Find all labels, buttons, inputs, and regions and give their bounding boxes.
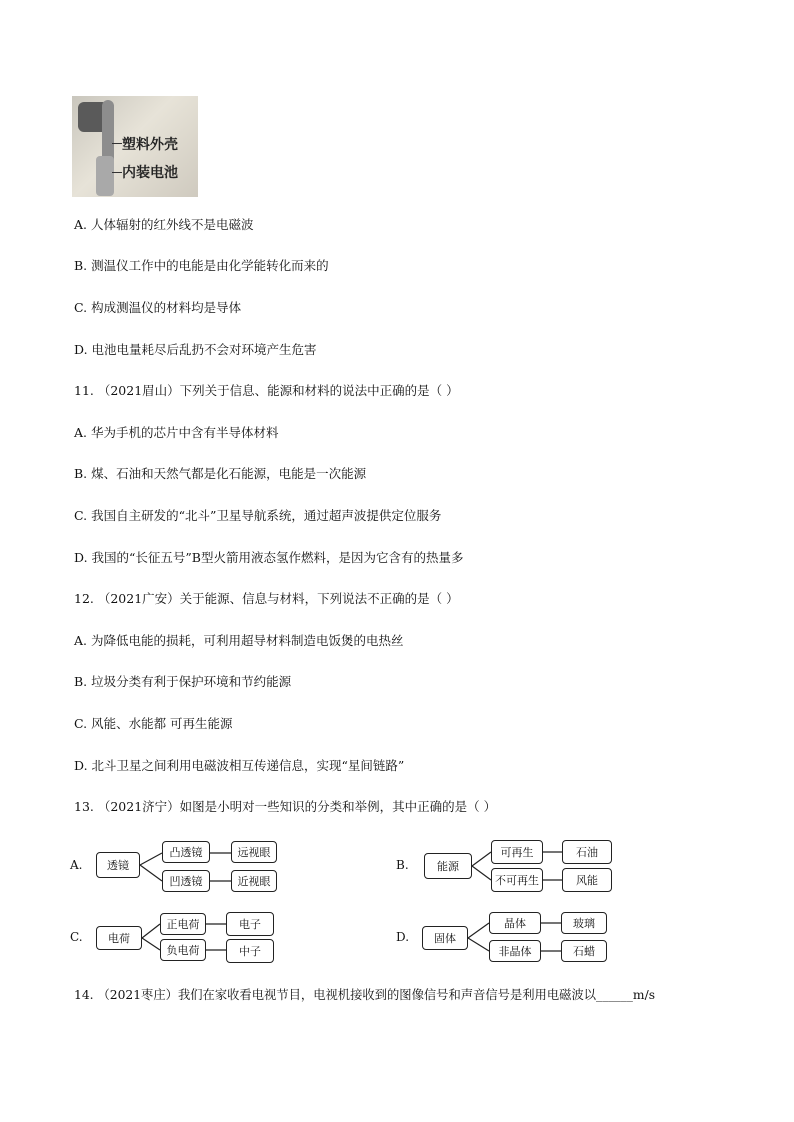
diagram-leaf-box: 电子	[226, 912, 274, 936]
q10-option-b: B. 测温仪工作中的电能是由化学能转化而来的	[74, 258, 329, 273]
option-letter: B.	[396, 858, 409, 872]
diagram-leaf-box: 近视眼	[231, 870, 277, 892]
q12-option-c: C. 风能、水能都 可再生能源	[74, 716, 233, 731]
q10-option-d: D. 电池电量耗尽后乱扔不会对环境产生危害	[74, 342, 317, 357]
shell-label: 塑料外壳	[122, 137, 178, 153]
thermometer-grip	[96, 156, 114, 196]
thermometer-photo	[72, 96, 198, 197]
diagram-leaf-box: 石蜡	[561, 940, 607, 962]
diagram-mid-box: 正电荷	[160, 913, 206, 935]
diagram-root-box: 透镜	[96, 852, 140, 878]
diagram-leaf-box: 中子	[226, 939, 274, 963]
diagram-mid-box: 晶体	[489, 912, 541, 934]
q11-option-a: A. 华为手机的芯片中含有半导体材料	[74, 425, 279, 440]
option-letter: D.	[396, 930, 410, 944]
option-letter: C.	[70, 930, 83, 944]
diagram-mid-box: 负电荷	[160, 939, 206, 961]
q13-stem: 13. （2021济宁）如图是小明对一些知识的分类和举例，其中正确的是（ ）	[74, 799, 497, 814]
q12-stem: 12. （2021广安）关于能源、信息与材料，下列说法不正确的是（ ）	[74, 591, 459, 606]
q10-option-c: C. 构成测温仪的材料均是导体	[74, 300, 242, 315]
battery-label: 内装电池	[122, 165, 178, 181]
q11-stem: 11. （2021眉山）下列关于信息、能源和材料的说法中正确的是（ ）	[74, 383, 459, 398]
diagram-mid-box: 非晶体	[489, 940, 541, 962]
diagram-root-box: 电荷	[96, 926, 142, 950]
q12-option-b: B. 垃圾分类有利于保护环境和节约能源	[74, 674, 292, 689]
diagram-mid-box: 凹透镜	[162, 870, 210, 892]
diagram-root-box: 固体	[422, 926, 468, 950]
q11-option-c: C. 我国自主研发的“北斗”卫星导航系统，通过超声波提供定位服务	[74, 508, 442, 523]
q12-option-d: D. 北斗卫星之间利用电磁波相互传递信息，实现“星间链路”	[74, 758, 405, 773]
diagram-root-box: 能源	[424, 853, 472, 879]
diagram-mid-box: 可再生	[491, 840, 543, 864]
diagram-leaf-box: 风能	[562, 868, 612, 892]
diagram-leaf-box: 远视眼	[231, 841, 277, 863]
q10-option-a: A. 人体辐射的红外线不是电磁波	[74, 217, 254, 232]
q13-diagram-b	[396, 838, 626, 898]
shell-leader-line	[112, 143, 122, 144]
q14-stem: 14. （2021枣庄）我们在家收看电视节目，电视机接收到的图像信号和声音信号是利用电磁波以______m/s	[74, 988, 656, 1002]
option-letter: A.	[70, 858, 83, 872]
q11-option-b: B. 煤、石油和天然气都是化石能源，电能是一次能源	[74, 466, 367, 481]
diagram-mid-box: 凸透镜	[162, 841, 210, 863]
battery-leader-line	[112, 172, 122, 173]
q13-diagram-a	[70, 838, 290, 898]
q11-option-d: D. 我国的“长征五号”B型火箭用液态氢作燃料，是因为它含有的热量多	[74, 550, 464, 565]
q13-diagram-c	[70, 908, 290, 968]
diagram-mid-box: 不可再生	[491, 868, 543, 892]
q13-diagram-d	[396, 908, 626, 968]
diagram-leaf-box: 玻璃	[561, 912, 607, 934]
q12-option-a: A. 为降低电能的损耗，可利用超导材料制造电饭煲的电热丝	[74, 633, 404, 648]
diagram-leaf-box: 石油	[562, 840, 612, 864]
